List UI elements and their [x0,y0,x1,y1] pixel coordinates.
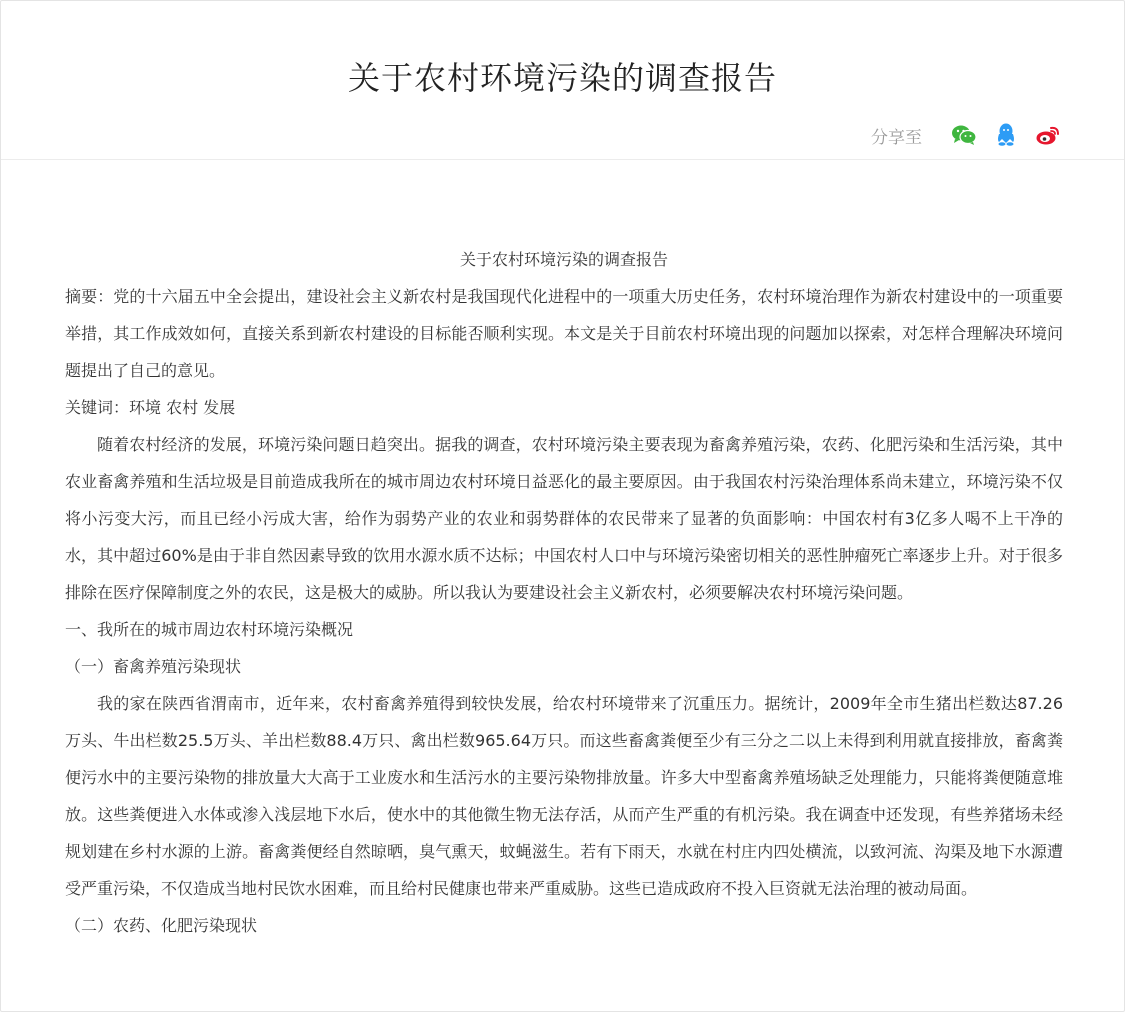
share-label: 分享至 [871,127,922,148]
qq-icon[interactable] [992,121,1020,149]
keywords: 关键词：环境 农村 发展 [65,398,236,417]
article-inner-title: 关于农村环境污染的调查报告 [459,250,668,269]
subsection-heading: （一）畜禽养殖污染现状 [65,657,242,676]
wechat-icon[interactable] [950,121,978,149]
section-heading: 一、我所在的城市周边农村环境污染概况 [65,620,354,639]
paragraph: 随着农村经济的发展，环境污染问题日趋突出。据我的调查，农村环境污染主要表现为畜禽养殖污染，农药、化肥污染和生活污染，其中农业畜禽养殖和生活垃圾是目前造成我所在的城市周边农村环境日益恶化的最主要原因。由于我国农村污染治理体系尚未建立，环境污染不仅将小污变大污，而且已经小污成大害，给作为弱势产业的农业和弱势群体的农民带来了显著的负面影响：中国农村有3亿多人喝不上干净的水，其中超过60%是由于非自然因素导致的饮用水源水质不达标；中国农村人口中与环境污染密切相关的恶性肿瘤死亡率逐步上升。对于很多排除在医疗保障制度之外的农民，这是极大的威胁。所以我认为要建设社会主义新农村，必须要解决农村环境污染问题。 [65,435,1063,602]
subsection-heading: （二）农药、化肥污染现状 [65,916,258,935]
article-body [65,241,1063,944]
page-title: 关于农村环境污染的调查报告 [347,59,777,97]
weibo-icon[interactable] [1034,121,1062,149]
paragraph: 我的家在陕西省渭南市，近年来，农村畜禽养殖得到较快发展，给农村环境带来了沉重压力。据统计，2009年全市生猪出栏数达87.26万头、牛出栏数25.5万头、羊出栏数88.4万只、禽出栏数965.64万只。而这些畜禽粪便至少有三分之二以上未得到利用就直接排放，畜禽粪便污水中的主要污染物的排放量大大高于工业废水和生活污水的主要污染物排放量。许多大中型畜禽养殖场缺乏处理能力，只能将粪便随意堆放。这些粪便进入水体或渗入浅层地下水后，使水中的其他微生物无法存活，从而产生严重的有机污染。我在调查中还发现，有些养猪场未经规划建在乡村水源的上游。畜禽粪便经自然晾晒，臭气熏天，蚊蝇滋生。若有下雨天，水就在村庄内四处横流，以致河流、沟渠及地下水源遭受严重污染，不仅造成当地村民饮水困难，而且给村民健康也带来严重威胁。这些已造成政府不投入巨资就无法治理的被动局面。 [65,694,1063,898]
share-bar [871,121,1062,149]
article-header [1,1,1124,160]
abstract: 摘要：党的十六届五中全会提出，建设社会主义新农村是我国现代化进程中的一项重大历史任务，农村环境治理作为新农村建设中的一项重要举措，其工作成效如何，直接关系到新农村建设的目标能否顺利实现。本文是关于目前农村环境出现的问题加以探索，对怎样合理解决环境问题提出了自己的意见。 [65,287,1063,380]
